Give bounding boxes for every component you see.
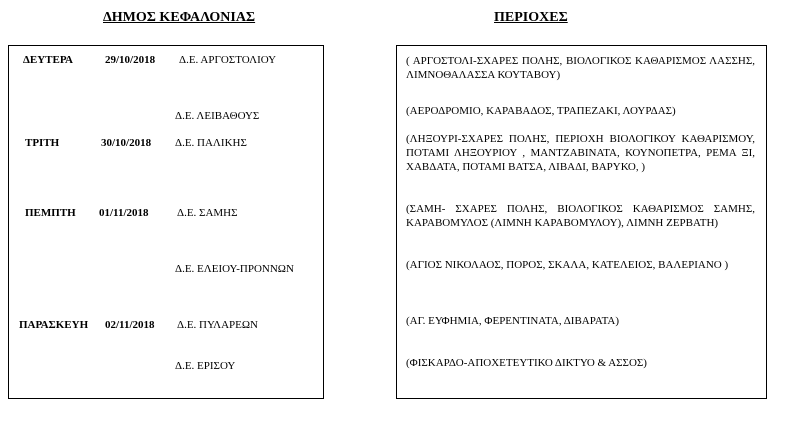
date-thursday: 01/11/2018 xyxy=(99,207,149,219)
unit-paliki: Δ.Ε. ΠΑΛΙΚΗΣ xyxy=(175,137,247,149)
area-paliki: (ΛΗΞΟΥΡΙ-ΣΧΑΡΕΣ ΠΟΛΗΣ, ΠΕΡΙΟΧΗ ΒΙΟΛΟΓΙΚΟΥ ΚΑΘΑΡΙΣΜΟΥ, ΠΟΤΑΜΙ ΛΗΞΟΥΡΙΟΥ , ΜΑΝΤΖΑΒΙΝΑΤΑ, ΚΟΥΝΟΠΕΤΡΑ, ΡΕΜΑ ΞΙ, ΧΑΒΔΑΤΑ, ΠΟΤΑΜΙ ΒΑΤΣΑ, ΛΙΒΑΔΙ, ΒΑΡΥΚΟ, ) xyxy=(406,133,755,173)
date-tuesday: 30/10/2018 xyxy=(101,137,152,149)
area-pylaros: (ΑΓ. ΕΥΦΗΜΙΑ, ΦΕΡΕΝΤΙΝΑΤΑ, ΔΙΒΑΡΑΤΑ) xyxy=(406,315,620,327)
area-eleios-pronnoi: (ΑΓΙΟΣ ΝΙΚΟΛΑΟΣ, ΠΟΡΟΣ, ΣΚΑΛΑ, ΚΑΤΕΛΕΙΟΣ, ΒΑΛΕΡΙΑΝΟ ) xyxy=(406,259,729,271)
unit-sami: Δ.Ε. ΣΑΜΗΣ xyxy=(177,207,238,219)
unit-leivathous: Δ.Ε. ΛΕΙΒΑΘΟΥΣ xyxy=(175,110,260,122)
day-monday: ΔΕΥΤΕΡΑ xyxy=(23,54,73,66)
unit-argostoli: Δ.Ε. ΑΡΓΟΣΤΟΛΙΟΥ xyxy=(179,54,277,66)
municipality-heading: ΔΗΜΟΣ ΚΕΦΑΛΟΝΙΑΣ xyxy=(103,10,256,25)
schedule-box xyxy=(8,45,324,399)
day-friday: ΠΑΡΑΣΚΕΥΗ xyxy=(19,319,89,331)
area-sami: (ΣΑΜΗ- ΣΧΑΡΕΣ ΠΟΛΗΣ, ΒΙΟΛΟΓΙΚΟΣ ΚΑΘΑΡΙΣΜΟΣ ΣΑΜΗΣ, ΚΑΡΑΒΟΜΥΛΟΣ (ΛΙΜΝΗ ΚΑΡΑΒΟΜΥΛΟΥ), ΛΙΜΝΗ ΖΕΡΒΑΤΗ) xyxy=(406,203,755,229)
area-argostoli: ( ΑΡΓΟΣΤΟΛΙ-ΣΧΑΡΕΣ ΠΟΛΗΣ, ΒΙΟΛΟΓΙΚΟΣ ΚΑΘΑΡΙΣΜΟΣ ΛΑΣΣΗΣ, ΛΙΜΝΟΘΑΛΑΣΣΑ ΚΟΥΤΑΒΟΥ) xyxy=(406,55,755,81)
unit-eleios-pronnoi: Δ.Ε. ΕΛΕΙΟΥ-ΠΡΟΝΝΩΝ xyxy=(175,263,294,275)
unit-erisos: Δ.Ε. ΕΡΙΣΟΥ xyxy=(175,360,236,372)
unit-pylaros: Δ.Ε. ΠΥΛΑΡΕΩΝ xyxy=(177,319,259,331)
areas-heading: ΠΕΡΙΟΧΕΣ xyxy=(494,10,568,25)
area-leivathous: (ΑΕΡΟΔΡΟΜΙΟ, ΚΑΡΑΒΑΔΟΣ, ΤΡΑΠΕΖΑΚΙ, ΛΟΥΡΔΑΣ) xyxy=(406,105,676,117)
areas-box xyxy=(396,45,767,399)
area-erisos: (ΦΙΣΚΑΡΔΟ-ΑΠΟΧΕΤΕΥΤΙΚΟ ΔΙΚΤΥΟ & ΑΣΣΟΣ) xyxy=(406,357,647,369)
day-thursday: ΠΕΜΠΤΗ xyxy=(25,207,76,219)
day-tuesday: ΤΡΙΤΗ xyxy=(25,137,60,149)
date-friday: 02/11/2018 xyxy=(105,319,155,331)
date-monday: 29/10/2018 xyxy=(105,54,156,66)
